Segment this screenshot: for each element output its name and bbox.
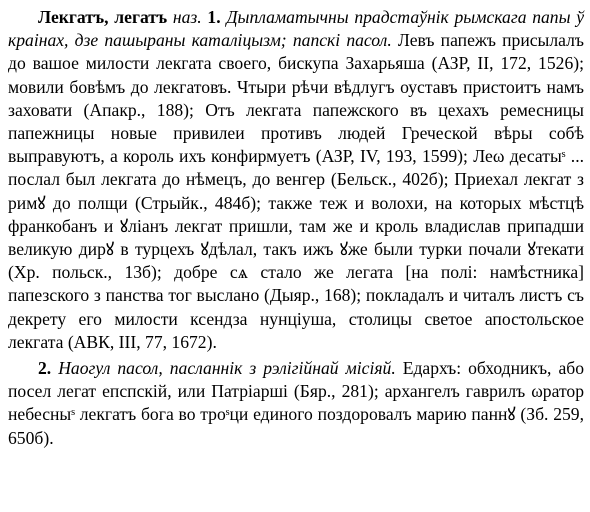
sense-1-number: 1. [207,7,221,27]
sense-2-paragraph [8,357,584,450]
sense-2-citations: Едархъ: обходникъ, або посел легат епспскій, или Патріарші (Бяр., 281); архангелъ гаврилъ ωратор небесныˢ лекгатъ бога во троˢци единого поздоровалъ марию паннꙋ (Зб. 259, 650б). [8,358,585,448]
sense-2-definition: Наогул пасол, пасланнік з рэлігійнай місіяй. [58,358,396,379]
sense-1-paragraph [8,6,584,354]
sense-1-definition: Дыпламатычны прадстаўнік рымскага папы ў краінах, дзе пашыраны каталіцызм; папскі пасол. [8,7,585,51]
part-of-speech-label: наз. [172,7,202,27]
sense-1-citations: Левъ папежъ присылалъ до вашое милости лекгата своего, бискупа Захарьяша (АЗР, II, 172, 1526); мовили бовѣмъ до лекгатовъ. Чтыри рѣчи вѣдлугъ оуставъ пристоитъ намъ заховати (Апакр., 188); Отъ лекгата папежского въ цехахъ ремесницы папежницы новые привилеи противъ людей Греческой вѣры собѣ выправуютъ, а король ихъ конфирмуетъ (АЗР, IV, 193, 1599); Леω десатыˢ ... послал был лекгата до нѣмецъ, до венгер (Бельск., 402б); Приехал лекгат з римꙋ до полщи (Стрыйк., 484б); также теж и волохи, на которых мѣстцѣ франкобанъ и ꙋліанъ лекгат пришли, там же и кроль владислав припадши великую дирꙋ в турцехъ ꙋдѣлал, такъ ижъ ꙋже были турки почали ꙋтекати (Хр. польск., 13б); добре сѧ стало же легата [на полі: намѣстника] папезского з панства тог выслано (Дыяр., 168); покладалъ и читалъ листъ съ декрету его милости ксендза нунціуша, столицы светое апостольское лекгата (АВК, III, 77, 1672). [8,30,584,352]
sense-2-number: 2. [38,358,52,379]
headword: Лекгатъ, легатъ [38,7,168,27]
